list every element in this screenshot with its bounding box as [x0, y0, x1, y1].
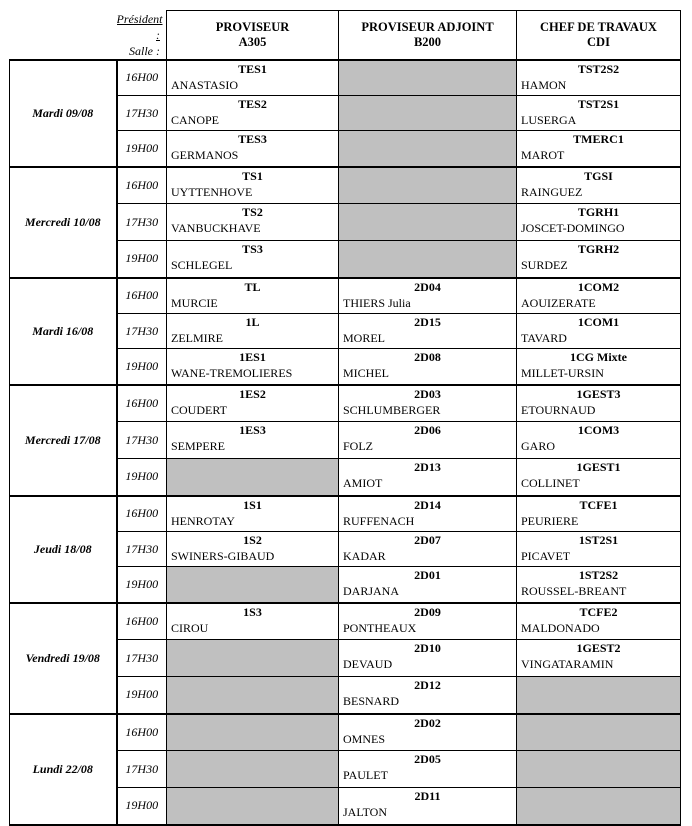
examiner-name: BESNARD	[343, 694, 400, 708]
exam-cell-chef-de-travaux	[517, 349, 681, 385]
empty-cell-proviseur	[167, 677, 339, 714]
class-code: 2D03	[414, 386, 441, 401]
class-code: TES3	[238, 132, 267, 146]
empty-cell-proviseur-adjoint	[339, 167, 517, 204]
exam-cell-proviseur-adjoint	[339, 459, 517, 496]
empty-cell-proviseur	[167, 714, 339, 751]
schedule-row	[10, 496, 681, 532]
class-code: 1GEST1	[576, 460, 621, 474]
examiner-name: VINGATARAMIN	[521, 657, 614, 671]
time-slot: 19H00	[117, 788, 167, 825]
empty-cell-chef-de-travaux	[517, 677, 681, 714]
examiner-name: CANOPE	[171, 113, 220, 127]
schedule-row	[10, 385, 681, 422]
examiner-name: MAROT	[521, 148, 565, 162]
class-code: 1CG Mixte	[570, 350, 627, 364]
exam-cell-proviseur	[167, 422, 339, 459]
examiner-name: GERMANOS	[171, 148, 239, 162]
president-label: Président :	[116, 11, 163, 42]
class-code: TL	[244, 279, 261, 294]
empty-cell-chef-de-travaux	[517, 788, 681, 825]
exam-cell-chef-de-travaux	[517, 278, 681, 314]
exam-schedule-table	[9, 10, 681, 826]
exam-cell-proviseur	[167, 167, 339, 204]
day-label: Vendredi 19/08	[10, 603, 117, 714]
schedule-row	[10, 60, 681, 96]
class-code: 2D11	[414, 789, 441, 803]
examiner-name: COUDERT	[171, 402, 227, 417]
examiner-name: PONTHEAUX	[343, 620, 417, 635]
examiner-name: THIERS Julia	[343, 295, 411, 310]
class-code: 2D04	[414, 279, 441, 294]
class-code: 1ES2	[239, 386, 266, 401]
examiner-name: MICHEL	[343, 366, 389, 380]
class-code: 2D09	[414, 604, 441, 619]
examiner-name: SEMPERE	[171, 439, 226, 453]
exam-cell-proviseur-adjoint	[339, 422, 517, 459]
examiner-name: CIROU	[171, 620, 209, 635]
class-code: 1L	[245, 315, 260, 329]
exam-cell-proviseur	[167, 278, 339, 314]
examiner-name: MURCIE	[171, 295, 218, 310]
time-slot: 16H00	[117, 60, 167, 96]
column-title: PROVISEUR	[215, 19, 290, 34]
examiner-name: MILLET-URSIN	[521, 366, 604, 380]
time-slot: 16H00	[117, 714, 167, 751]
class-code: 1ST2S2	[578, 568, 619, 582]
class-code: TGSI	[584, 168, 613, 183]
class-code: 1COM2	[577, 279, 620, 294]
class-code: 2D12	[414, 678, 441, 692]
exam-cell-chef-de-travaux	[517, 96, 681, 131]
exam-cell-chef-de-travaux	[517, 567, 681, 603]
class-code: 1ES1	[239, 350, 266, 364]
time-slot: 19H00	[117, 349, 167, 385]
examiner-name: KADAR	[343, 549, 386, 563]
exam-cell-chef-de-travaux	[517, 640, 681, 677]
exam-cell-proviseur-adjoint	[339, 677, 517, 714]
examiner-name: JOSCET-DOMINGO	[521, 221, 625, 235]
time-slot: 17H30	[117, 314, 167, 349]
time-slot: 19H00	[117, 677, 167, 714]
empty-cell-proviseur-adjoint	[339, 96, 517, 131]
empty-cell-proviseur	[167, 788, 339, 825]
exam-cell-chef-de-travaux	[517, 241, 681, 278]
empty-cell-proviseur-adjoint	[339, 60, 517, 96]
class-code: 1GEST3	[576, 386, 621, 401]
class-code: TCFE2	[579, 604, 618, 619]
exam-cell-chef-de-travaux	[517, 167, 681, 204]
schedule-row	[10, 603, 681, 640]
examiner-name: MALDONADO	[521, 620, 600, 635]
exam-cell-proviseur-adjoint	[339, 751, 517, 788]
exam-cell-chef-de-travaux	[517, 459, 681, 496]
class-code: 2D07	[414, 533, 441, 547]
class-code: 2D15	[414, 315, 441, 329]
day-label: Jeudi 18/08	[10, 496, 117, 603]
exam-cell-proviseur	[167, 241, 339, 278]
time-slot: 16H00	[117, 496, 167, 532]
examiner-name: ETOURNAUD	[521, 402, 596, 417]
examiner-name: VANBUCKHAVE	[171, 221, 261, 235]
exam-cell-proviseur	[167, 385, 339, 422]
examiner-name: FOLZ	[343, 439, 373, 453]
examiner-name: HENROTAY	[171, 513, 235, 528]
examiner-name: LUSERGA	[521, 113, 577, 127]
class-code: 2D06	[414, 423, 441, 437]
exam-cell-chef-de-travaux	[517, 496, 681, 532]
class-code: 1S1	[243, 497, 262, 512]
empty-cell-proviseur-adjoint	[339, 204, 517, 241]
exam-cell-proviseur-adjoint	[339, 278, 517, 314]
time-slot: 19H00	[117, 567, 167, 603]
column-room: B200	[413, 34, 442, 49]
class-code: TST2S2	[577, 61, 620, 76]
examiner-name: ZELMIRE	[171, 331, 223, 345]
empty-cell-chef-de-travaux	[517, 714, 681, 751]
president-salle-labels	[117, 11, 167, 60]
examiner-name: PAULET	[343, 768, 388, 782]
class-code: TGRH2	[577, 242, 620, 256]
class-code: 2D08	[414, 350, 441, 364]
exam-cell-proviseur	[167, 349, 339, 385]
column-header-proviseur	[167, 11, 339, 60]
exam-cell-chef-de-travaux	[517, 131, 681, 167]
exam-cell-chef-de-travaux	[517, 385, 681, 422]
exam-cell-proviseur	[167, 314, 339, 349]
exam-cell-chef-de-travaux	[517, 60, 681, 96]
exam-cell-proviseur-adjoint	[339, 714, 517, 751]
time-slot: 16H00	[117, 603, 167, 640]
examiner-name: DEVAUD	[343, 657, 393, 671]
time-slot: 16H00	[117, 167, 167, 204]
class-code: TGRH1	[577, 205, 620, 219]
exam-cell-chef-de-travaux	[517, 603, 681, 640]
class-code: TST2S1	[577, 97, 620, 111]
exam-cell-proviseur-adjoint	[339, 385, 517, 422]
exam-cell-proviseur-adjoint	[339, 640, 517, 677]
day-label: Mardi 09/08	[10, 60, 117, 167]
class-code: 1ST2S1	[578, 533, 619, 547]
examiner-name: MOREL	[343, 331, 385, 345]
exam-cell-proviseur-adjoint	[339, 349, 517, 385]
exam-cell-proviseur-adjoint	[339, 496, 517, 532]
examiner-name: SURDEZ	[521, 258, 568, 272]
salle-label: Salle :	[129, 43, 160, 58]
examiner-name: RUFFENACH	[343, 513, 415, 528]
time-slot: 16H00	[117, 385, 167, 422]
class-code: 1ES3	[239, 423, 266, 437]
empty-cell-chef-de-travaux	[517, 751, 681, 788]
column-room: A305	[238, 34, 267, 49]
exam-cell-chef-de-travaux	[517, 422, 681, 459]
exam-cell-proviseur	[167, 60, 339, 96]
column-title: PROVISEUR ADJOINT	[361, 19, 494, 34]
exam-cell-chef-de-travaux	[517, 204, 681, 241]
day-label: Mardi 16/08	[10, 278, 117, 385]
examiner-name: OMNES	[343, 731, 386, 746]
column-header-proviseur-adjoint	[339, 11, 517, 60]
examiner-name: ROUSSEL-BREANT	[521, 584, 627, 598]
time-slot: 19H00	[117, 131, 167, 167]
schedule-row	[10, 278, 681, 314]
column-title: CHEF DE TRAVAUX	[540, 19, 657, 34]
examiner-name: PEURIERE	[521, 513, 579, 528]
schedule-row	[10, 714, 681, 751]
examiner-name: HAMON	[521, 77, 567, 92]
class-code: TES2	[238, 97, 267, 111]
exam-cell-proviseur-adjoint	[339, 532, 517, 567]
examiner-name: TAVARD	[521, 331, 567, 345]
class-code: TS2	[242, 205, 263, 219]
schedule-row	[10, 167, 681, 204]
examiner-name: PICAVET	[521, 549, 571, 563]
exam-cell-proviseur	[167, 532, 339, 567]
class-code: 1S2	[243, 533, 262, 547]
empty-cell-proviseur	[167, 640, 339, 677]
class-code: TCFE1	[579, 497, 618, 512]
class-code: TS1	[242, 168, 263, 183]
class-code: 1S3	[243, 604, 262, 619]
examiner-name: COLLINET	[521, 476, 580, 490]
exam-cell-proviseur	[167, 131, 339, 167]
examiner-name: UYTTENHOVE	[171, 184, 253, 199]
time-slot: 17H30	[117, 640, 167, 677]
time-slot: 17H30	[117, 204, 167, 241]
examiner-name: JALTON	[343, 805, 388, 819]
time-slot: 17H30	[117, 96, 167, 131]
time-slot: 19H00	[117, 459, 167, 496]
exam-cell-proviseur-adjoint	[339, 603, 517, 640]
day-label: Mercredi 17/08	[10, 385, 117, 496]
class-code: 1COM1	[577, 315, 620, 329]
exam-cell-proviseur-adjoint	[339, 788, 517, 825]
exam-cell-proviseur	[167, 496, 339, 532]
class-code: TES1	[238, 61, 267, 76]
class-code: TS3	[242, 242, 263, 256]
class-code: 2D13	[414, 460, 441, 474]
examiner-name: SCHLEGEL	[171, 258, 233, 272]
class-code: TMERC1	[573, 132, 624, 146]
time-slot: 17H30	[117, 751, 167, 788]
exam-cell-proviseur	[167, 96, 339, 131]
empty-cell-proviseur-adjoint	[339, 241, 517, 278]
exam-cell-chef-de-travaux	[517, 314, 681, 349]
class-code: 1COM3	[577, 423, 620, 437]
class-code: 2D02	[414, 715, 441, 730]
exam-cell-proviseur-adjoint	[339, 314, 517, 349]
day-label: Lundi 22/08	[10, 714, 117, 825]
empty-cell-proviseur	[167, 459, 339, 496]
examiner-name: GARO	[521, 439, 556, 453]
class-code: 2D01	[414, 568, 441, 582]
time-slot: 16H00	[117, 278, 167, 314]
examiner-name: DARJANA	[343, 584, 400, 598]
empty-cell-proviseur	[167, 751, 339, 788]
examiner-name: SWINERS-GIBAUD	[171, 549, 275, 563]
exam-cell-proviseur	[167, 603, 339, 640]
time-slot: 19H00	[117, 241, 167, 278]
header-row	[10, 11, 681, 60]
time-slot: 17H30	[117, 532, 167, 567]
column-header-chef-de-travaux	[517, 11, 681, 60]
examiner-name: WANE-TREMOLIERES	[171, 366, 293, 380]
empty-cell-proviseur-adjoint	[339, 131, 517, 167]
examiner-name: ANASTASIO	[171, 77, 239, 92]
exam-cell-proviseur-adjoint	[339, 567, 517, 603]
class-code: 2D14	[414, 497, 441, 512]
exam-cell-chef-de-travaux	[517, 532, 681, 567]
empty-cell-proviseur	[167, 567, 339, 603]
column-room: CDI	[587, 34, 610, 49]
examiner-name: AOUIZERATE	[521, 295, 596, 310]
day-label: Mercredi 10/08	[10, 167, 117, 278]
class-code: 1GEST2	[576, 641, 621, 655]
class-code: 2D10	[414, 641, 441, 655]
exam-cell-proviseur	[167, 204, 339, 241]
class-code: 2D05	[414, 752, 441, 766]
examiner-name: RAINGUEZ	[521, 184, 583, 199]
examiner-name: AMIOT	[343, 476, 383, 490]
time-slot: 17H30	[117, 422, 167, 459]
examiner-name: SCHLUMBERGER	[343, 402, 441, 417]
